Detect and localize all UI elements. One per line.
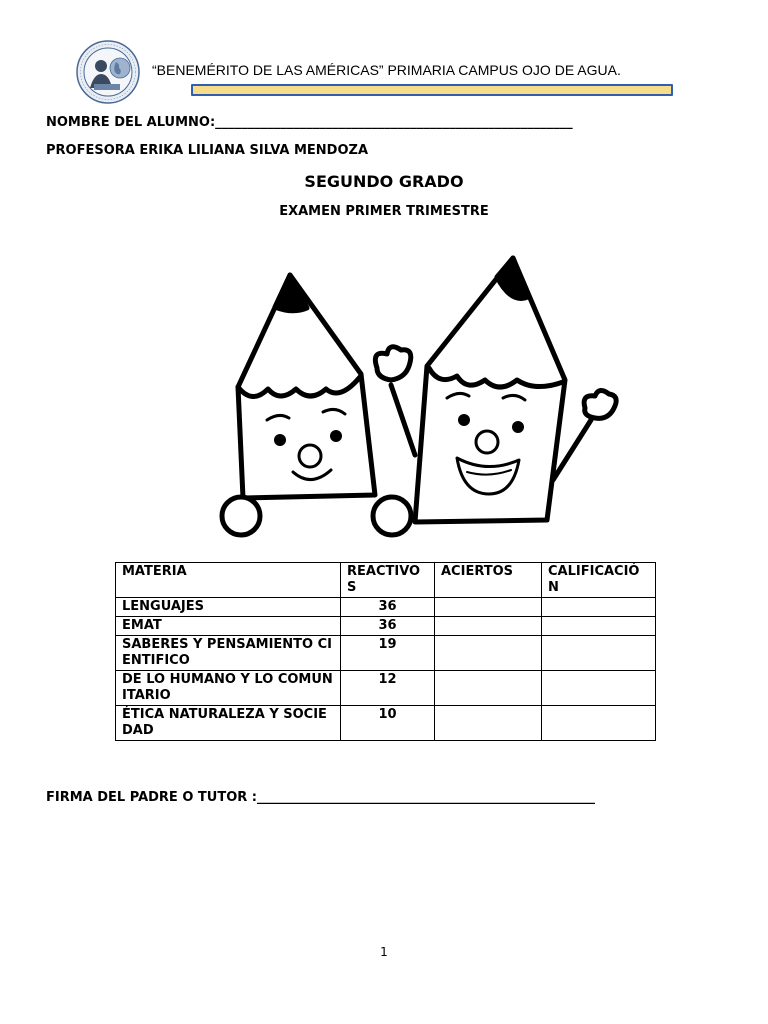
reactivos-cell: 36: [341, 598, 435, 617]
header-aciertos: ACIERTOS: [435, 563, 542, 598]
table-row: [116, 617, 656, 636]
aciertos-cell[interactable]: [435, 671, 542, 706]
aciertos-cell[interactable]: [435, 706, 542, 741]
two-smiling-pencils-icon: [215, 250, 625, 540]
calificacion-cell[interactable]: [542, 598, 656, 617]
student-name-line: NOMBRE DEL ALUMNO:_______________________________________________________: [46, 115, 573, 130]
header-calificacion: CALIFICACIÓN: [542, 563, 656, 598]
reactivos-cell: 10: [341, 706, 435, 741]
aciertos-cell[interactable]: [435, 636, 542, 671]
table-row: [116, 598, 656, 617]
parent-signature-line: FIRMA DEL PADRE O TUTOR :____________________________________________________: [46, 790, 595, 805]
table-row: [116, 706, 656, 741]
materia-cell: LENGUAJES: [116, 598, 341, 617]
reactivos-cell: 19: [341, 636, 435, 671]
teacher-name: PROFESORA ERIKA LILIANA SILVA MENDOZA: [46, 143, 369, 158]
reactivos-cell: 12: [341, 671, 435, 706]
school-name: “BENEMÉRITO DE LAS AMÉRICAS” PRIMARIA CAMPUS OJO DE AGUA.: [152, 62, 621, 78]
calificacion-cell[interactable]: [542, 617, 656, 636]
aciertos-cell[interactable]: [435, 617, 542, 636]
header-reactivos: REACTIVOS: [341, 563, 435, 598]
materia-cell: EMAT: [116, 617, 341, 636]
aciertos-cell[interactable]: [435, 598, 542, 617]
school-seal-icon: [76, 40, 140, 104]
header-materia: MATERIA: [116, 563, 341, 598]
calificacion-cell[interactable]: [542, 671, 656, 706]
materia-cell: SABERES Y PENSAMIENTO CIENTIFICO: [116, 636, 341, 671]
header-bar: [191, 84, 673, 96]
exam-title: EXAMEN PRIMER TRIMESTRE: [279, 204, 489, 219]
table-row: [116, 671, 656, 706]
materia-cell: DE LO HUMANO Y LO COMUNITARIO: [116, 671, 341, 706]
page-number: 1: [380, 945, 388, 959]
grade-title: SEGUNDO GRADO: [304, 172, 464, 191]
reactivos-cell: 36: [341, 617, 435, 636]
calificacion-cell[interactable]: [542, 706, 656, 741]
table-row: [116, 636, 656, 671]
grades-table: [115, 562, 656, 741]
calificacion-cell[interactable]: [542, 636, 656, 671]
materia-cell: ÉTICA NATURALEZA Y SOCIEDAD: [116, 706, 341, 741]
table-header-row: [116, 563, 656, 598]
